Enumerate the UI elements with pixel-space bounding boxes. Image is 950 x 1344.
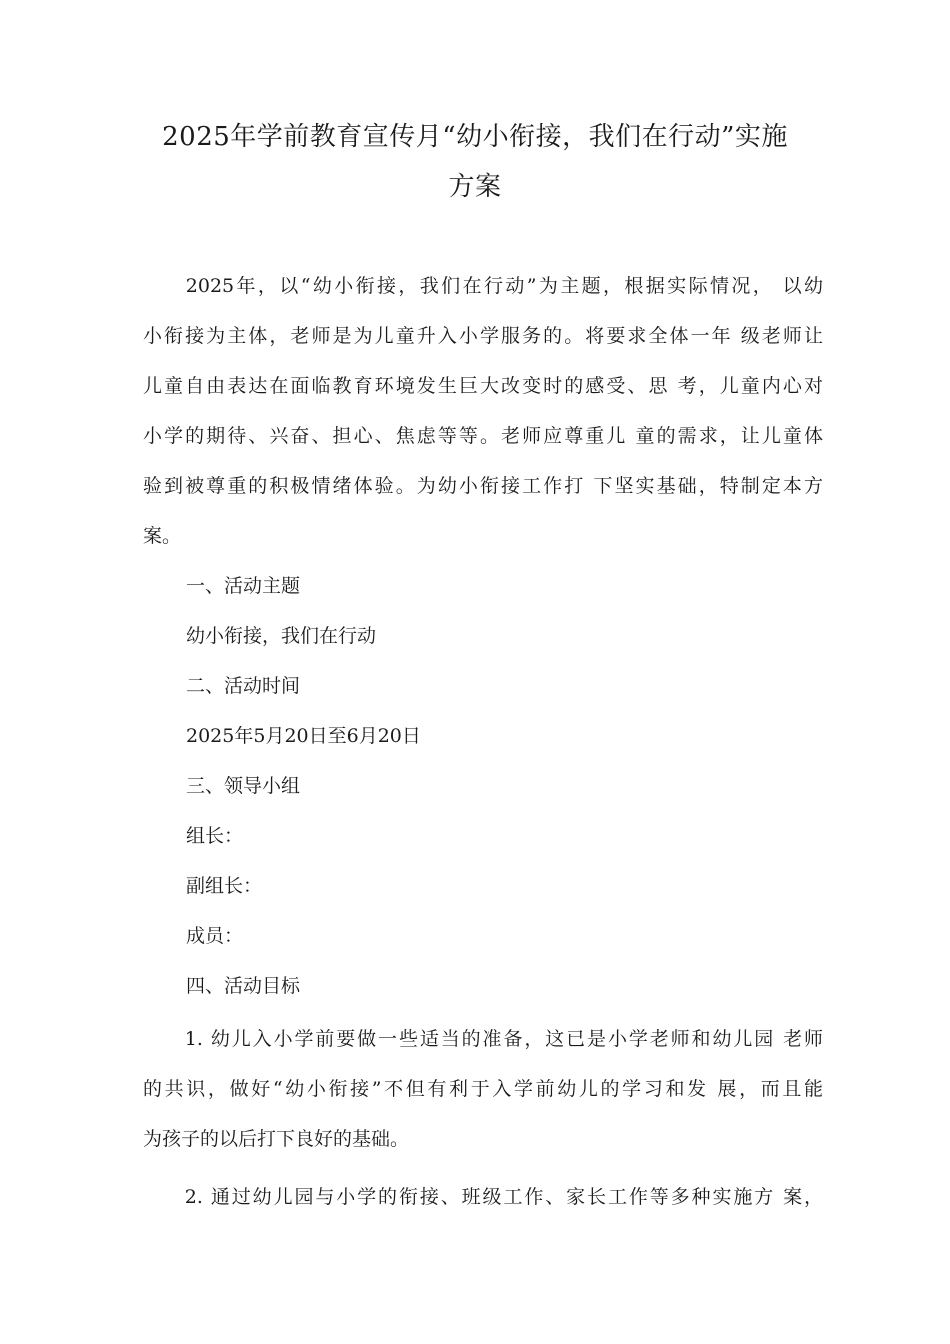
goal-2-line: 2. 通过幼儿园与小学的衔接、班级工作、家长工作等多种实施方 案，	[143, 1186, 823, 1208]
intro-paragraph	[143, 261, 823, 561]
intro-line: 小衔接为主体，老师是为儿童升入小学服务的。将要求全体一年 级老师让	[143, 325, 823, 347]
section-4-heading: 四、活动目标	[186, 975, 301, 997]
goal-2-paragraph	[143, 1172, 823, 1222]
section-2-text: 2025年5月20日至6月20日	[186, 725, 421, 747]
goal-1-paragraph	[143, 1014, 823, 1164]
title-line-2: 方案	[448, 172, 502, 202]
intro-line: 儿童自由表达在面临教育环境发生巨大改变时的感受、思 考，儿童内心对	[143, 375, 823, 397]
goal-1-line: 的共识，做好“幼小衔接”不但有利于入学前幼儿的学习和发 展，而且能	[143, 1078, 823, 1100]
goal-1-line: 为孩子的以后打下良好的基础。	[143, 1128, 410, 1150]
title-line-1: 2025年学前教育宣传月“幼小衔接，我们在行动”实施	[162, 122, 788, 152]
intro-line: 验到被尊重的积极情绪体验。为幼小衔接工作打 下坚实基础，特制定本方	[143, 475, 823, 497]
section-1-heading: 一、活动主题	[186, 575, 301, 597]
intro-line: 2025年，以“幼小衔接，我们在行动”为主题，根据实际情况， 以幼	[143, 275, 823, 297]
intro-line: 案。	[143, 525, 182, 547]
section-3-heading: 三、领导小组	[186, 775, 301, 797]
document-title	[110, 112, 840, 212]
section-2-heading: 二、活动时间	[186, 675, 301, 697]
goal-1-line: 1. 幼儿入小学前要做一些适当的准备，这已是小学老师和幼儿园 老师	[143, 1028, 823, 1050]
intro-line: 小学的期待、兴奋、担心、焦虑等等。老师应尊重儿 童的需求，让儿童体	[143, 425, 823, 447]
members-label: 成员：	[186, 925, 244, 947]
leader-label: 组长：	[186, 825, 244, 847]
deputy-leader-label: 副组长：	[186, 875, 263, 897]
section-1-text: 幼小衔接，我们在行动	[186, 625, 377, 647]
